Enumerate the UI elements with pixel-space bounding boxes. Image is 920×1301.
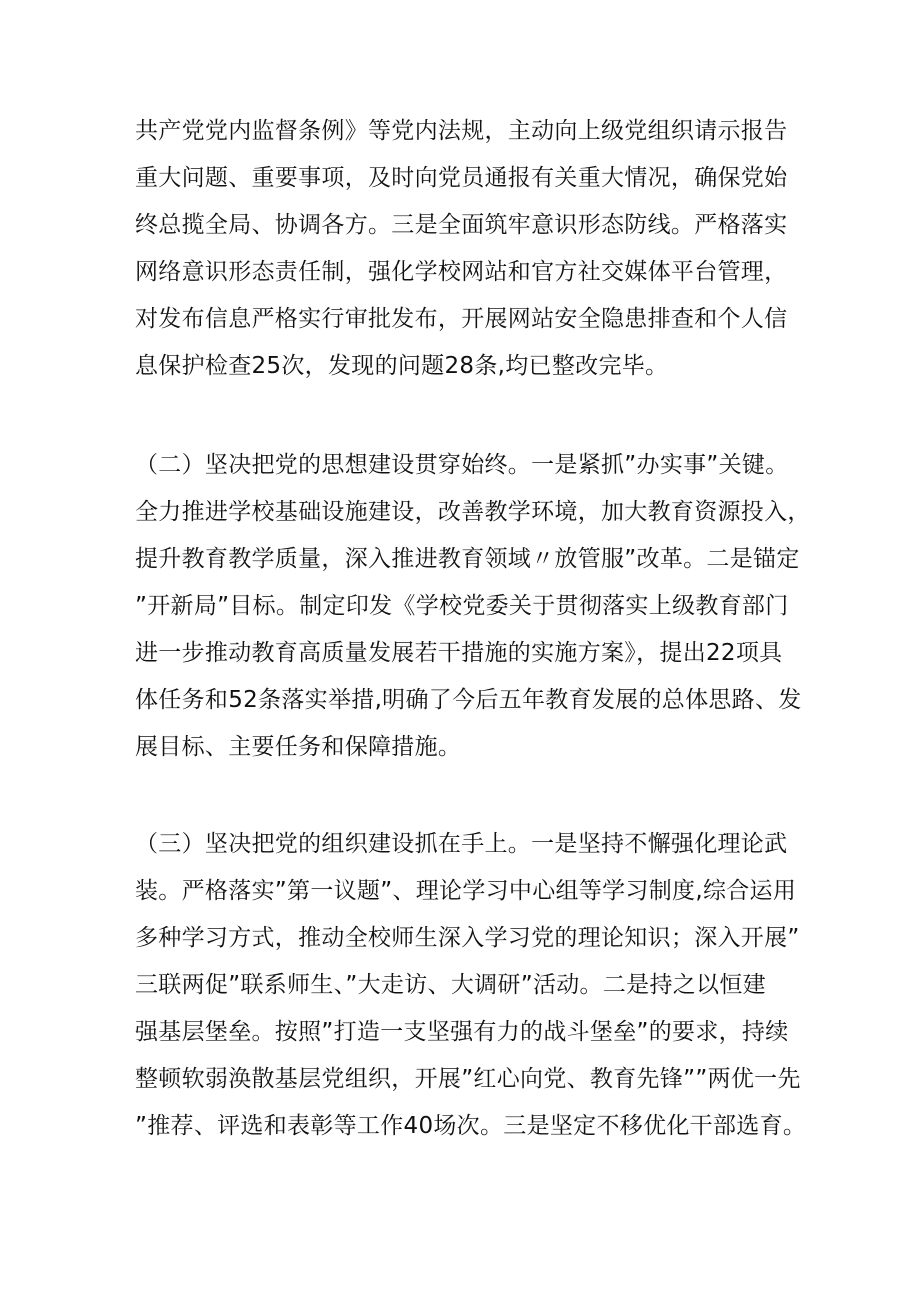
paragraph-3-line-2: 装。严格落实”第一议题”、理论学习中心组等学习制度,综合运用 [135, 878, 797, 904]
paragraph-2-line-3: 提升教育教学质量，深入推进教育领域〃放管服”改革。二是锚定 [135, 546, 800, 572]
paragraph-2-line-7: 展目标、主要任务和保障措施。 [135, 734, 462, 760]
paragraph-2-line-2: 全力推进学校基础设施建设，改善教学环境，加大教育资源投入， [135, 499, 811, 525]
paragraph-3-line-3: 多种学习方式，推动全校师生深入学习党的理论知识；深入开展” [135, 925, 800, 951]
paragraph-1-line-4: 网络意识形态责任制，强化学校网站和官方社交媒体平台管理， [135, 259, 788, 285]
paragraph-2-line-1: （二）坚决把党的思想建设贯穿始终。一是紧抓”办实事”关键。 [135, 452, 789, 478]
paragraph-3-line-7: ”推荐、评选和表彰等工作40场次。三是坚定不移优化干部选育。 [135, 1113, 807, 1139]
paragraph-2-line-5: 进一步推动教育高质量发展若干措施的实施方案》，提出22项具 [135, 640, 783, 666]
paragraph-1-line-6: 息保护检查25次，发现的问题28条,均已整改完毕。 [135, 353, 669, 379]
paragraph-2-line-6: 体任务和52条落实举措,明确了今后五年教育发展的总体思路、发 [135, 687, 802, 713]
paragraph-1-line-3: 终总揽全局、协调各方。三是全面筑牢意识形态防线。严格落实 [135, 212, 788, 238]
paragraph-1-line-2: 重大问题、重要事项，及时向党员通报有关重大情况，确保党始 [135, 165, 788, 191]
paragraph-3-line-6: 整顿软弱涣散基层党组织，开展”红心向党、教育先锋””两优一先 [135, 1066, 801, 1092]
paragraph-3-line-4: 三联两促”联系师生、”大走访、大调研”活动。二是持之以恒建 [135, 972, 766, 998]
paragraph-1-line-1: 共产党党内监督条例》等党内法规，主动向上级党组织请示报告 [135, 118, 788, 144]
paragraph-1-line-5: 对发布信息严格实行审批发布，开展网站安全隐患排查和个人信 [135, 306, 788, 332]
paragraph-2-line-4: ”开新局”目标。制定印发《学校党委关于贯彻落实上级教育部门 [135, 593, 789, 619]
paragraph-3-line-1: （三）坚决把党的组织建设抓在手上。一是坚持不懈强化理论武 [135, 831, 788, 857]
paragraph-3-line-5: 强基层堡垒。按照”打造一支坚强有力的战斗堡垒”的要求，持续 [135, 1019, 789, 1045]
